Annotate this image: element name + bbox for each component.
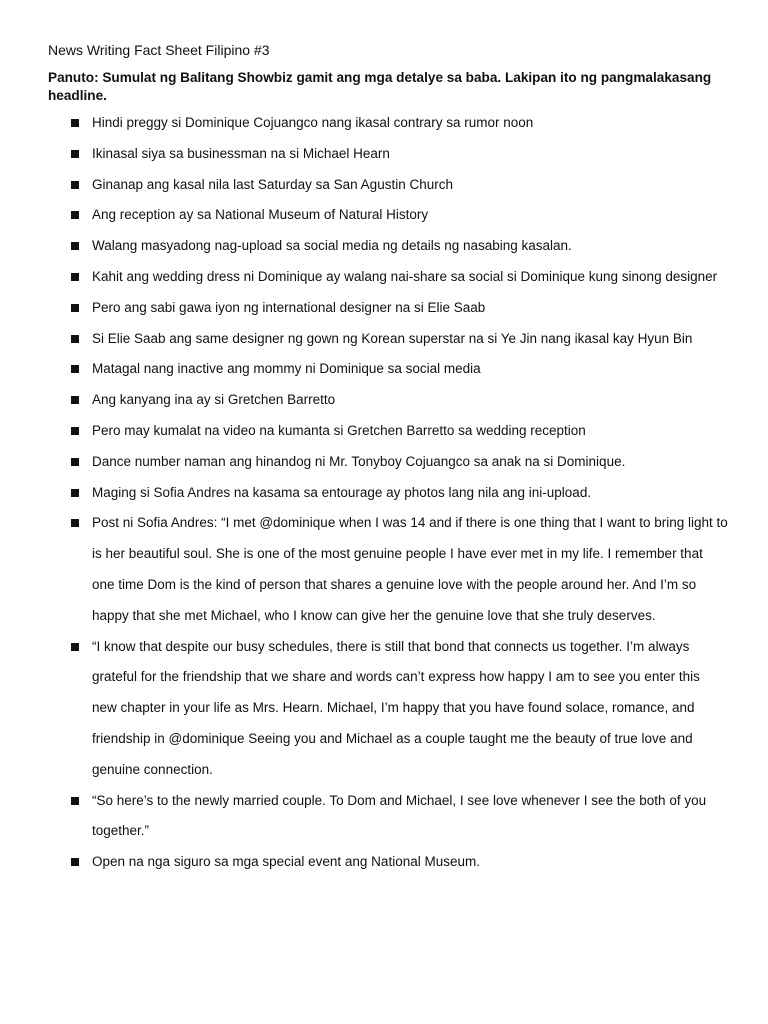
fact-item (0, 632, 768, 786)
square-bullet-icon (71, 489, 79, 497)
square-bullet-icon (71, 119, 79, 127)
fact-item (0, 847, 768, 878)
fact-item (0, 478, 768, 509)
fact-item (0, 108, 768, 139)
fact-text: Dance number naman ang hinandog ni Mr. Tonyboy Cojuangco sa anak na si Dominique. (92, 453, 626, 469)
square-bullet-icon (71, 150, 79, 158)
fact-text: Maging si Sofia Andres na kasama sa entourage ay photos lang nila ang ini-upload. (92, 484, 592, 500)
fact-list (0, 108, 768, 878)
fact-item (0, 324, 768, 355)
fact-text: Post ni Sofia Andres: “I met @dominique when I was 14 and if there is one thing that I want to bring light to is her beautiful soul. She is one of the most genuine people I have ever met in my life. I remember that one time Dom is the kind of person that shares a genuine love with the people around her. And I’m so happy that she met Michael, who I know can give her the genuine love that she truly deserves. (92, 515, 728, 623)
fact-item (0, 416, 768, 447)
fact-item (0, 786, 768, 848)
square-bullet-icon (71, 273, 79, 281)
square-bullet-icon (71, 242, 79, 250)
fact-item (0, 293, 768, 324)
document-title: News Writing Fact Sheet Filipino #3 (48, 42, 270, 58)
fact-text: Hindi preggy si Dominique Cojuangco nang ikasal contrary sa rumor noon (92, 115, 534, 130)
square-bullet-icon (71, 211, 79, 219)
fact-text: “I know that despite our busy schedules, there is still that bond that connects us together. I’m always grateful for the friendship that we share and words can’t express how happy I am to see you enter this new chapter in your life as Mrs. Hearn. Michael, I’m happy that you have found solace, romance, and friendship in @dominique Seeing you and Michael as a couple taught me the beauty of true love and genuine connection. (92, 638, 700, 777)
square-bullet-icon (71, 643, 79, 651)
square-bullet-icon (71, 304, 79, 312)
fact-item (0, 231, 768, 262)
fact-item (0, 139, 768, 170)
square-bullet-icon (71, 181, 79, 189)
square-bullet-icon (71, 335, 79, 343)
fact-text: Open na nga siguro sa mga special event ang National Museum. (92, 854, 480, 870)
square-bullet-icon (71, 396, 79, 404)
fact-item (0, 354, 768, 385)
fact-text: Pero ang sabi gawa iyon ng international designer na si Elie Saab (92, 299, 486, 315)
square-bullet-icon (71, 427, 79, 435)
fact-item (0, 385, 768, 416)
square-bullet-icon (71, 365, 79, 373)
square-bullet-icon (71, 519, 79, 527)
fact-text: Si Elie Saab ang same designer ng gown ng Korean superstar na si Ye Jin nang ikasal kay Hyun Bin (92, 330, 693, 346)
fact-text: Ang reception ay sa National Museum of Natural History (92, 207, 429, 223)
square-bullet-icon (71, 458, 79, 466)
fact-item (0, 262, 768, 293)
square-bullet-icon (71, 797, 79, 805)
fact-text: “So here’s to the newly married couple. To Dom and Michael, I see love whenever I see the both of you together.” (92, 792, 707, 839)
square-bullet-icon (71, 858, 79, 866)
fact-text: Walang masyadong nag-upload sa social media ng details ng nasabing kasalan. (92, 238, 572, 254)
fact-text: Matagal nang inactive ang mommy ni Dominique sa social media (92, 361, 481, 377)
fact-text: Ang kanyang ina ay si Gretchen Barretto (92, 392, 336, 408)
fact-text: Pero may kumalat na video na kumanta si Gretchen Barretto sa wedding reception (92, 422, 586, 438)
fact-text: Ginanap ang kasal nila last Saturday sa San Agustin Church (92, 176, 453, 192)
fact-text: Ikinasal siya sa businessman na si Michael Hearn (92, 145, 390, 161)
fact-item (0, 200, 768, 231)
fact-text: Kahit ang wedding dress ni Dominique ay walang nai-share sa social si Dominique kung sinong designer (92, 268, 718, 284)
instructions-text: Panuto: Sumulat ng Balitang Showbiz gamit ang mga detalye sa baba. Lakipan ito ng pangmalakasang headline. (48, 70, 712, 103)
fact-item (0, 508, 768, 631)
fact-item (0, 170, 768, 201)
fact-item (0, 447, 768, 478)
